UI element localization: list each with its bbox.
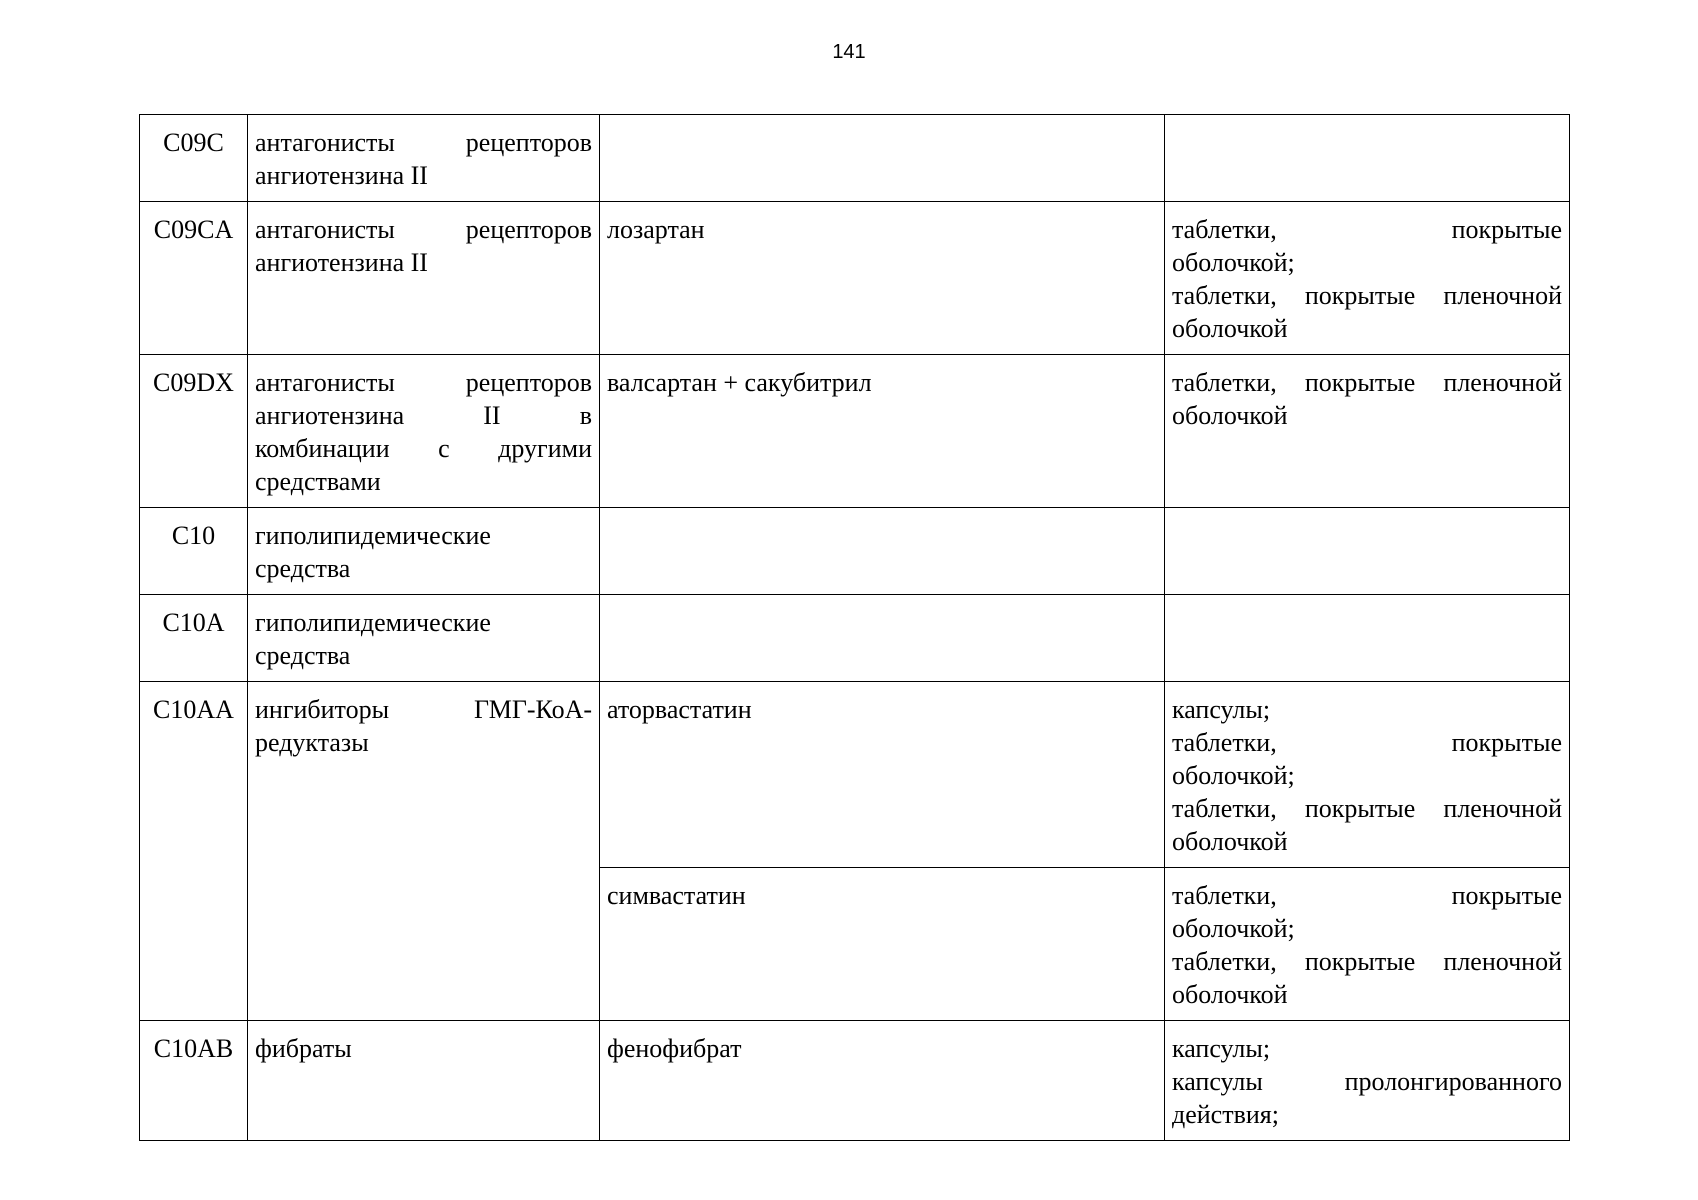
group-name-cell [248,115,600,202]
group-name-line: ангиотензина II в [255,401,592,430]
group-name-line: ингибиторы ГМГ-КоА- [255,695,592,724]
group-name-cell [248,1021,600,1141]
dosage-form-line: таблетки, покрытые пленочной [1172,281,1562,310]
dosage-form-line: оболочкой; [1172,914,1295,943]
drug-name: валсартан + сакубитрил [607,368,872,397]
page-number: 141 [832,41,866,63]
dosage-form-cell [1165,202,1570,355]
atc-code-cell: C10AA [140,682,248,1021]
dosage-form-line: оболочкой [1172,827,1288,856]
table-row [140,115,1570,202]
drug-name: фенофибрат [607,1034,742,1063]
drug-name-cell [600,508,1165,595]
table-row [140,595,1570,682]
group-name-line: комбинации с другими [255,434,592,463]
dosage-form-line: таблетки, покрытые [1172,881,1562,910]
dosage-form-cell [1165,1021,1570,1141]
dosage-form-line: таблетки, покрытые пленочной [1172,368,1562,397]
drug-name-cell [600,202,1165,355]
dosage-form-line: оболочкой [1172,401,1288,430]
group-name-line: ангиотензина II [255,248,428,277]
group-name-line: средствами [255,467,381,496]
dosage-form-line: таблетки, покрытые пленочной [1172,794,1562,823]
group-name-cell [248,202,600,355]
dosage-form-cell [1165,115,1570,202]
dosage-form-line: оболочкой [1172,314,1288,343]
drug-name-cell [600,868,1165,1021]
atc-code-cell: C10 [140,508,248,595]
group-name-cell [248,682,600,1021]
drug-name-cell [600,682,1165,868]
group-name-line: антагонисты рецепторов [255,128,592,157]
drug-name: лозартан [607,215,705,244]
drug-name-cell [600,595,1165,682]
dosage-form-line: таблетки, покрытые [1172,215,1562,244]
group-name-line: ангиотензина II [255,161,428,190]
group-name-line: средства [255,554,351,583]
group-name-cell [248,595,600,682]
table-row [140,508,1570,595]
dosage-form-line: таблетки, покрытые [1172,728,1562,757]
group-name-line: гиполипидемические [255,521,491,550]
table-row [140,202,1570,355]
group-name-cell [248,508,600,595]
group-name-line: средства [255,641,351,670]
dosage-form-line: оболочкой; [1172,761,1295,790]
group-name-line: антагонисты рецепторов [255,368,592,397]
group-name-line: гиполипидемические [255,608,491,637]
table-row [140,682,1570,868]
group-name-line: антагонисты рецепторов [255,215,592,244]
atc-code-cell: C09CA [140,202,248,355]
atc-code-cell: C10AB [140,1021,248,1141]
dosage-form-line: капсулы; [1172,1034,1271,1063]
atc-code-cell: C10A [140,595,248,682]
table-row [140,355,1570,508]
dosage-form-line: капсулы пролонгированного [1172,1067,1562,1096]
drug-table [139,114,1570,1141]
group-name-line: фибраты [255,1034,352,1063]
dosage-form-cell [1165,595,1570,682]
dosage-form-line: капсулы; [1172,695,1271,724]
dosage-form-line: действия; [1172,1100,1279,1129]
dosage-form-line: оболочкой; [1172,248,1295,277]
drug-name: аторвастатин [607,695,752,724]
atc-code-cell: C09C [140,115,248,202]
drug-name-cell [600,1021,1165,1141]
dosage-form-line: таблетки, покрытые пленочной [1172,947,1562,976]
dosage-form-line: оболочкой [1172,980,1288,1009]
drug-name-cell [600,355,1165,508]
drug-name-cell [600,115,1165,202]
dosage-form-cell [1165,682,1570,868]
atc-code-cell: C09DX [140,355,248,508]
group-name-cell [248,355,600,508]
group-name-line: редуктазы [255,728,369,757]
dosage-form-cell [1165,355,1570,508]
dosage-form-cell [1165,868,1570,1021]
drug-name: симвастатин [607,881,746,910]
table-row [140,1021,1570,1141]
dosage-form-cell [1165,508,1570,595]
